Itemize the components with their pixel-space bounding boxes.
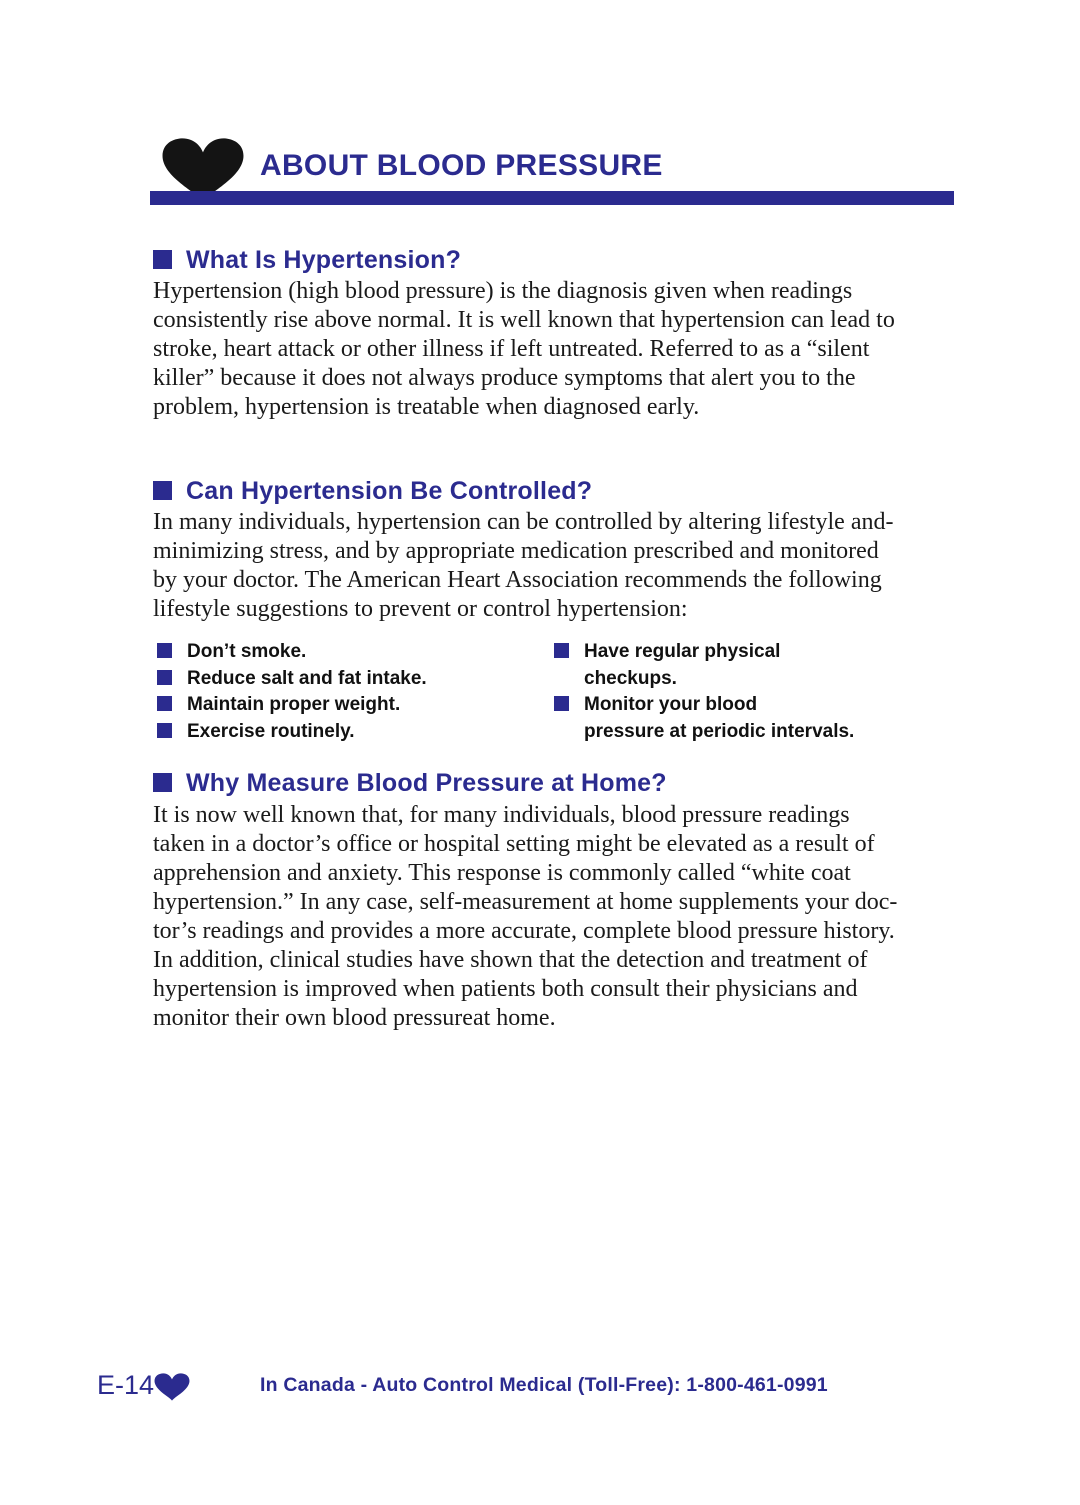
square-bullet-icon xyxy=(554,643,569,658)
header-rule xyxy=(150,191,954,205)
square-bullet-icon xyxy=(153,481,172,500)
list-item: Have regular physical xyxy=(554,639,854,666)
lifestyle-list-left xyxy=(157,639,427,745)
lifestyle-list-right xyxy=(554,639,854,745)
square-bullet-icon xyxy=(157,670,172,685)
square-bullet-icon xyxy=(157,723,172,738)
list-item: Monitor your blood xyxy=(554,692,854,719)
paragraph-can-hypertension-be-controlled: In many individuals, hypertension can be controlled by altering lifestyle and- minimizing stress, and by appropriate medication prescribed and monitored by your doctor. The American Heart Association recommends the following lifestyle suggestions to prevent or control hypertension: xyxy=(153,509,894,622)
page-footer xyxy=(97,1370,957,1406)
heart-icon xyxy=(153,1372,191,1402)
list-item: Reduce salt and fat intake. xyxy=(157,666,427,693)
list-item: Exercise routinely. xyxy=(157,719,427,746)
contact-info: In Canada - Auto Control Medical (Toll-Free): 1-800-461-0991 xyxy=(260,1374,828,1396)
list-item-continuation: pressure at periodic intervals. xyxy=(584,720,855,742)
square-bullet-icon xyxy=(554,696,569,711)
list-item: Maintain proper weight. xyxy=(157,692,427,719)
page-title: ABOUT BLOOD PRESSURE xyxy=(260,149,663,182)
square-bullet-icon xyxy=(157,696,172,711)
square-bullet-icon xyxy=(153,773,172,792)
square-bullet-icon xyxy=(157,643,172,658)
list-item: Don’t smoke. xyxy=(157,639,427,666)
square-bullet-icon xyxy=(153,250,172,269)
section-header xyxy=(150,138,954,208)
paragraph-what-is-hypertension: Hypertension (high blood pressure) is the diagnosis given when readings consistently rise above normal. It is well known that hypertension can lead to stroke, heart attack or other illness if left untreated. Referred to as a “silent killer” because it does not always produce symptoms that alert you to the problem, hypertension is treatable when diagnosed early. xyxy=(153,278,895,420)
page-number: E-14 xyxy=(97,1370,155,1400)
list-item-continuation: checkups. xyxy=(584,667,677,689)
heading-what-is-hypertension: What Is Hypertension? xyxy=(153,246,461,275)
heading-can-hypertension-be-controlled: Can Hypertension Be Controlled? xyxy=(153,477,592,506)
heading-why-measure-at-home: Why Measure Blood Pressure at Home? xyxy=(153,769,667,798)
paragraph-why-measure-at-home: It is now well known that, for many individuals, blood pressure readings taken in a doctor’s office or hospital setting might be elevated as a result of apprehension and anxiety. This response is commonly called “white coat hypertension.” In any case, self-measurement at home supplements your doc- tor’s readings and provides a more accurate, complete blood pressure history. In addition, clinical studies have shown that the detection and treatment of hypertension is improved when patients both consult their physicians and monitor their own blood pressureat home. xyxy=(153,802,898,1031)
